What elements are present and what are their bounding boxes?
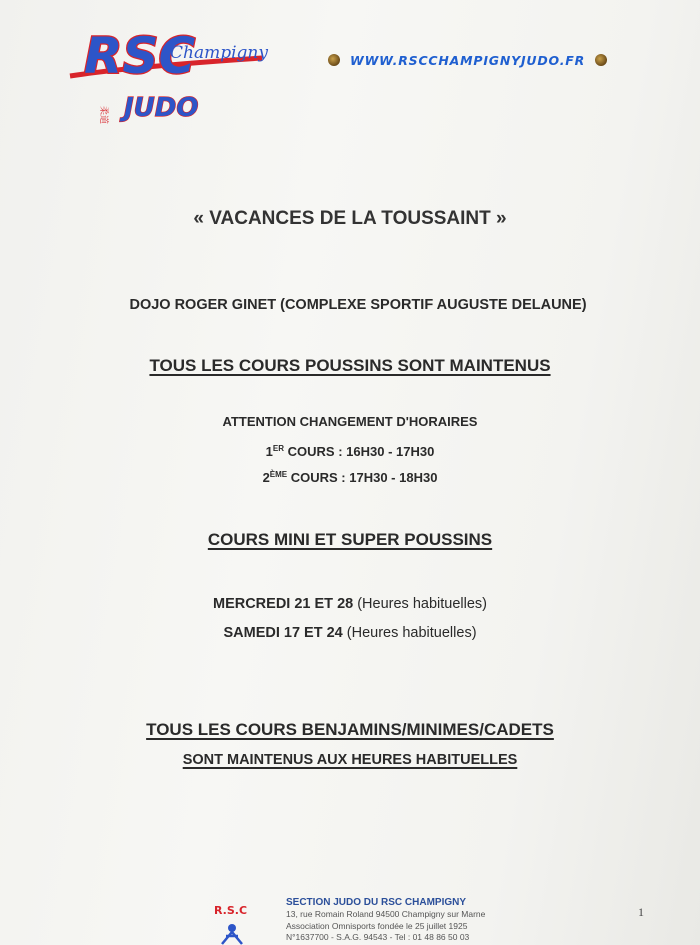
website-header — [328, 50, 618, 70]
saturday-schedule — [0, 625, 700, 641]
first-course-number: 1 — [265, 444, 273, 459]
section-benjamins-subheading-text: SONT MAINTENUS AUX HEURES HABITUELLES — [182, 752, 518, 768]
footer-logo-figure-body — [222, 932, 242, 944]
medal-icon — [595, 54, 607, 66]
first-course-suffix: ER — [272, 444, 285, 453]
wednesday-schedule — [0, 596, 700, 612]
footer-association: Association Omnisports fondée le 25 juillet 1925 — [286, 920, 468, 931]
footer-organization: SECTION JUDO DU RSC CHAMPIGNY — [286, 897, 467, 908]
second-course-hours: COURS : 17H30 - 18H30 — [287, 470, 438, 485]
footer-address: 13, rue Romain Roland 94500 Champigny sur Marne — [286, 909, 486, 919]
website-url[interactable]: WWW.RSCCHAMPIGNYJUDO.FR — [350, 52, 586, 68]
section-poussins-heading-text: TOUS LES COURS POUSSINS SONT MAINTENUS — [149, 356, 551, 375]
logo-rsc-text: RSC — [84, 27, 196, 85]
section-benjamins-heading — [0, 720, 700, 740]
saturday-note: (Heures habituelles) — [342, 625, 477, 641]
wednesday-note: (Heures habituelles) — [353, 596, 487, 612]
section-benjamins-subheading — [0, 752, 700, 768]
footer-rsc-logo — [208, 898, 278, 945]
footer-address-block — [286, 897, 485, 944]
section-poussins-heading — [0, 356, 700, 376]
second-course-time — [0, 470, 700, 485]
svg-text:柔道: 柔道 — [98, 106, 108, 125]
document-title: « VACANCES DE LA TOUSSAINT » — [193, 208, 507, 229]
footer-ids: N°1637700 - S.A.G. 94543 - Tel : 01 48 86 50 03 — [286, 932, 470, 942]
section-mini-poussins-heading — [0, 530, 700, 550]
section-benjamins-heading-text: TOUS LES COURS BENJAMINS/MINIMES/CADETS — [146, 720, 554, 739]
second-course-suffix: ÈME — [269, 470, 288, 479]
second-course-number: 2 — [262, 470, 270, 485]
location-line: DOJO ROGER GINET (COMPLEXE SPORTIF AUGUSTE DELAUNE) — [129, 297, 587, 313]
page-number: 1 — [638, 905, 644, 919]
first-course-hours: COURS : 16H30 - 17H30 — [284, 444, 435, 459]
logo-judo-text: JUDO — [124, 93, 199, 123]
medal-icon — [328, 54, 340, 66]
footer-logo-text: R.S.C — [214, 904, 248, 917]
logo-champigny-text: Champigny — [170, 43, 268, 63]
saturday-dates: SAMEDI 17 ET 24 — [223, 625, 343, 641]
first-course-time — [0, 444, 700, 459]
section-mini-poussins-heading-text: COURS MINI ET SUPER POUSSINS — [207, 530, 493, 549]
schedule-change-notice: ATTENTION CHANGEMENT D'HORAIRES — [222, 414, 478, 429]
wednesday-dates: MERCREDI 21 ET 28 — [212, 596, 354, 612]
rsc-champigny-judo-logo — [62, 18, 272, 128]
